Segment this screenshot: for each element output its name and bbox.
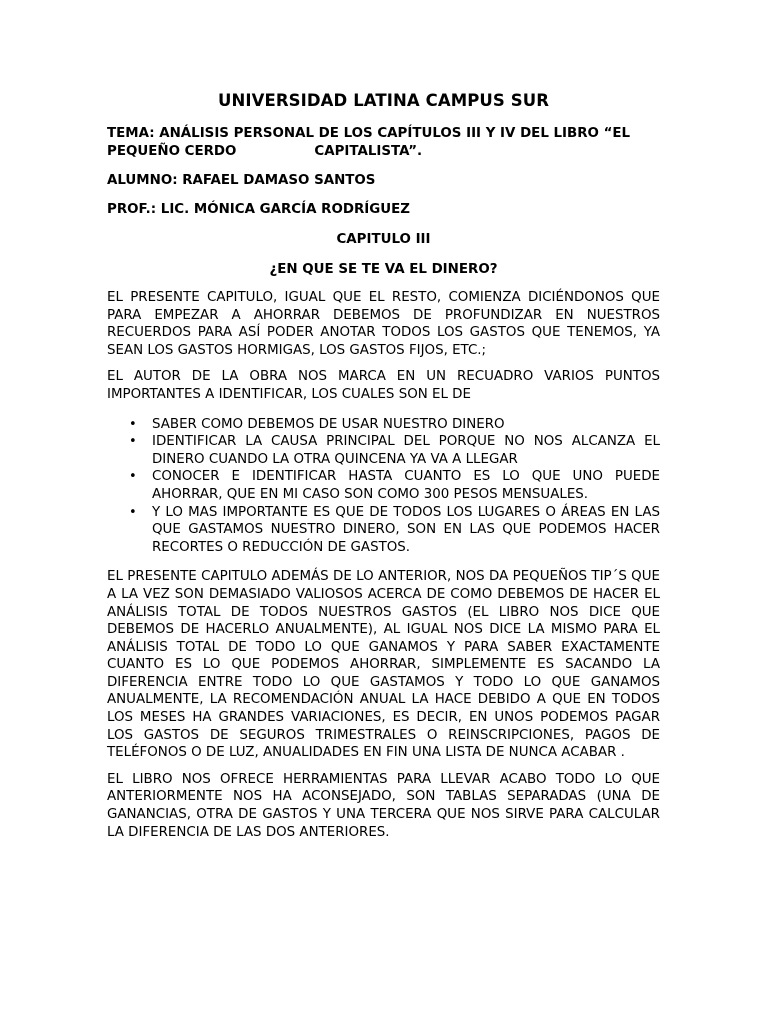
bullet-icon: • (129, 416, 137, 432)
tema-line-2b: CAPITALISTA”. (314, 144, 423, 159)
alumno-line: ALUMNO: RAFAEL DAMASO SANTOS (107, 173, 376, 188)
tema-line-1: TEMA: ANÁLISIS PERSONAL DE LOS CAPÍTULOS III Y IV DEL LIBRO “EL (107, 126, 631, 141)
list-item-text: Y LO MAS IMPORTANTE ES QUE DE TODOS LOS LUGARES O ÁREAS EN LAS QUE GASTAMOS NUESTRO DINERO, SON EN LAS QUE PODEMOS HACER RECORTES O REDUCCIÓN DE GASTOS. (152, 504, 660, 555)
chapter-question: ¿EN QUE SE TE VA EL DINERO? (269, 262, 498, 277)
list-item (107, 504, 660, 557)
list-item (107, 416, 660, 434)
list-item-text: SABER COMO DEBEMOS DE USAR NUESTRO DINERO (152, 416, 505, 432)
bullet-icon: • (129, 504, 137, 520)
paragraph-3: EL PRESENTE CAPITULO ADEMÁS DE LO ANTERIOR, NOS DA PEQUEÑOS TIP´S QUE A LA VEZ SON DEMASIADO VALIOSOS ACERCA DE COMO DEBEMOS DE HACER EL ANÁLISIS TOTAL DE TODOS NUESTROS GASTOS (EL LIBRO NOS DICE QUE DEBEMOS DE HACERLO ANUALMENTE), AL IGUAL NOS DICE LA MISMO PARA EL ANÁLISIS TOTAL DE TODO LO QUE GANAMOS Y PARA SABER EXACTAMENTE CUANTO ES LO QUE PODEMOS AHORRAR, SIMPLEMENTE ES SACANDO LA DIFERENCIA ENTRE TODO LO QUE GASTAMOS Y TODO LO QUE GANAMOS ANUALMENTE, LA RECOMENDACIÓN ANUAL LA HACE DEBIDO A QUE EN TODOS LOS MESES HA GRANDES VARIACIONES, ES DECIR, EN UNOS PODEMOS PAGAR LOS GASTOS DE SEGUROS TRIMESTRALES O REINSCRIPCIONES, PAGOS DE TELÉFONOS O DE LUZ, ANUALIDADES EN FIN UNA LISTA DE NUNCA ACABAR . (107, 569, 660, 761)
bullet-icon: • (129, 434, 137, 450)
chapter-heading: CAPITULO III (336, 232, 431, 247)
list-item (107, 433, 660, 468)
document-title: UNIVERSIDAD LATINA CAMPUS SUR (217, 91, 550, 110)
bullet-list (107, 416, 660, 557)
paragraph-4: EL LIBRO NOS OFRECE HERRAMIENTAS PARA LLEVAR ACABO TODO LO QUE ANTERIORMENTE NOS HA ACONSEJADO, SON TABLAS SEPARADAS (UNA DE GANANCIAS, OTRA DE GASTOS Y UNA TERCERA QUE NOS SIRVE PARA CALCULAR LA DIFERENCIA DE LAS DOS ANTERIORES. (107, 771, 660, 840)
paragraph-1: EL PRESENTE CAPITULO, IGUAL QUE EL RESTO, COMIENZA DICIÉNDONOS QUE PARA EMPEZAR A AHORRAR DEBEMOS DE PROFUNDIZAR EN NUESTROS RECUERDOS PARA ASÍ PODER ANOTAR TODOS LOS GASTOS QUE TENEMOS, YA SEAN LOS GASTOS HORMIGAS, LOS GASTOS FIJOS, ETC.; (107, 290, 660, 358)
prof-line: PROF.: LIC. MÓNICA GARCÍA RODRÍGUEZ (107, 202, 410, 217)
list-item-text: IDENTIFICAR LA CAUSA PRINCIPAL DEL PORQUE NO NOS ALCANZA EL DINERO CUANDO LA OTRA QUINCENA YA VA A LLEGAR (152, 434, 660, 467)
list-item (107, 468, 660, 503)
paragraph-2: EL AUTOR DE LA OBRA NOS MARCA EN UN RECUADRO VARIOS PUNTOS IMPORTANTES A IDENTIFICAR, LOS CUALES SON EL DE (107, 369, 660, 402)
tema-line-2a: PEQUEÑO CERDO (107, 144, 237, 159)
tema-line-2 (107, 143, 660, 161)
list-item-text: CONOCER E IDENTIFICAR HASTA CUANTO ES LO QUE UNO PUEDE AHORRAR, QUE EN MI CASO SON COMO 300 PESOS MENSUALES. (152, 469, 660, 502)
bullet-icon: • (129, 469, 137, 485)
tema-line (107, 125, 660, 161)
